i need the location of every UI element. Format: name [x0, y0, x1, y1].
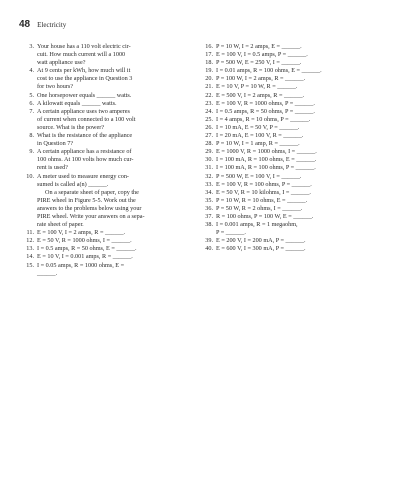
question-text: Your house has a 110 volt electric cir- cuit. How much current will a 1000 watt appliance use? — [37, 43, 131, 67]
problem-number: 23. — [205, 99, 213, 107]
problem-number: 34. — [205, 188, 213, 196]
problem-text: I = 100 mA, R = 100 ohms, P = ______. — [216, 164, 316, 172]
problem-number: 36. — [205, 204, 213, 212]
problem-item — [203, 59, 383, 67]
problem-item — [203, 116, 383, 124]
problem-item — [203, 237, 383, 245]
question-item — [20, 43, 190, 67]
question-text: A meter used to measure energy con- sumed is called a(n) ______. — [37, 172, 129, 188]
problem-item — [20, 245, 190, 253]
problem-number: 28. — [205, 140, 213, 148]
problem-number: 37. — [205, 212, 213, 220]
problem-text: P = 500 W, E = 100 V, I = ______. — [216, 172, 302, 180]
problem-text: P = 10 W, R = 10 ohms, E = ______. — [216, 196, 308, 204]
problem-number: 17. — [205, 51, 213, 59]
problem-text: I = 0.05 amps, R = 1000 ohms, E = ______. — [37, 261, 125, 277]
problem-text: P = 50 W, R = 2 ohms, I = ______. — [216, 204, 303, 212]
question-item — [20, 132, 190, 148]
problem-number: 40. — [205, 245, 213, 253]
problem-number: 26. — [205, 123, 213, 131]
problem-text: E = 10 V, I = 0.001 amps, R = ______. — [37, 253, 133, 261]
problem-text: I = 20 mA, E = 100 V, R = ______. — [216, 132, 304, 140]
problem-number: 31. — [205, 164, 213, 172]
problem-number: 35. — [205, 196, 213, 204]
question-number: 10. — [26, 172, 34, 180]
question-item — [20, 108, 190, 132]
problem-item — [203, 43, 383, 51]
question-number: 6. — [29, 99, 34, 107]
problem-text: R = 100 ohms, P = 100 W, E = ______. — [216, 212, 314, 220]
problem-item — [20, 237, 190, 245]
problem-text: P = 100 W, I = 2 amps, R = ______. — [216, 75, 306, 83]
problem-number: 13. — [26, 245, 34, 253]
problem-number: 14. — [26, 253, 34, 261]
problem-item — [203, 197, 383, 205]
problem-item — [203, 148, 383, 156]
problem-number: 21. — [205, 83, 213, 91]
question-number: 4. — [29, 67, 34, 75]
question-item — [20, 148, 190, 172]
problem-text: I = 100 mA, R = 100 ohms, E = ______. — [216, 156, 317, 164]
problem-item — [20, 262, 190, 278]
problem-item — [203, 92, 383, 100]
question-item — [20, 92, 190, 100]
problem-item — [203, 181, 383, 189]
question-item — [20, 173, 190, 189]
problem-text: P = 500 W, E = 250 V, I = ______. — [216, 59, 302, 67]
problem-item — [203, 173, 383, 181]
problem-item — [20, 229, 190, 237]
page-header — [19, 19, 66, 30]
problem-item — [203, 213, 383, 221]
problem-number: 29. — [205, 148, 213, 156]
problem-item — [203, 124, 383, 132]
page-number: 48 — [19, 19, 31, 30]
problem-item — [203, 75, 383, 83]
problem-item — [203, 156, 383, 164]
problem-text: P = 10 W, I = 2 amps, E = ______. — [216, 43, 302, 50]
problem-item — [203, 140, 383, 148]
problem-item — [203, 83, 383, 91]
problem-text: I = 0.01 amps, R = 100 ohms, E = ______. — [216, 67, 322, 75]
problem-item — [203, 189, 383, 197]
problem-number: 27. — [205, 132, 213, 140]
problem-number: 15. — [26, 261, 34, 269]
question-text: A certain appliance has a resistance of 100 ohms. At 100 volts how much cur- rent is used? — [37, 148, 134, 172]
problem-text: I = 0.5 amps, R = 50 ohms, E = ______. — [37, 245, 137, 253]
problem-number: 16. — [205, 43, 213, 50]
problem-number: 11. — [26, 229, 34, 237]
problem-number: 20. — [205, 75, 213, 83]
problem-text: E = 50 V, R = 1000 ohms, I = ______. — [37, 237, 132, 245]
question-text: At 9 cents per kWh, how much will it cost to use the appliance in Question 3 for two hours? — [37, 67, 133, 91]
problem-text: I = 4 amps, R = 10 ohms, P = ______. — [216, 115, 311, 123]
question-text: A kilowatt equals ______ watts. — [37, 99, 117, 107]
question-number: 7. — [29, 107, 34, 115]
problem-text: E = 100 V, I = 2 amps, R = ______. — [37, 229, 126, 237]
problem-item — [20, 253, 190, 261]
problem-text: E = 1000 V, R = 1000 ohms, I = ______. — [216, 148, 317, 156]
problem-number: 39. — [205, 237, 213, 245]
question-text: A certain appliance uses two amperes of current when connected to a 100 volt source. What is the power? — [37, 107, 136, 131]
problem-text: E = 600 V, I = 300 mA, P = ______. — [216, 245, 306, 253]
right-column — [203, 43, 383, 253]
problem-item — [203, 51, 383, 59]
question-text: What is the resistance of the appliance in Question 7? — [37, 132, 133, 148]
problem-item — [203, 221, 383, 237]
problem-number: 19. — [205, 67, 213, 75]
question-number: 8. — [29, 132, 34, 140]
problem-number: 25. — [205, 115, 213, 123]
problem-number: 30. — [205, 156, 213, 164]
problem-text: E = 50 V, R = 10 kilohms, I = ______. — [216, 188, 311, 196]
question-item — [20, 100, 190, 108]
problem-item — [203, 245, 383, 253]
problem-text: E = 100 V, R = 100 ohms, P = ______. — [216, 180, 312, 188]
left-column — [20, 43, 190, 278]
problem-number: 24. — [205, 107, 213, 115]
chapter-title: Electricity — [37, 21, 67, 29]
problem-text: E = 100 V, R = 1000 ohms, P = ______. — [216, 99, 315, 107]
problem-number: 22. — [205, 91, 213, 99]
problem-item — [203, 164, 383, 172]
problem-item — [203, 100, 383, 108]
problem-item — [203, 108, 383, 116]
problem-text: I = 0.001 amps, R = 1 megaohm, P = ______. — [216, 221, 298, 237]
problem-text: E = 10 V, P = 10 W, R = ______. — [216, 83, 298, 91]
problem-text: P = 10 W, I = 1 amp, R = ______. — [216, 140, 300, 148]
problem-text: I = 0.5 amps, R = 50 ohms, P = ______. — [216, 107, 315, 115]
problem-text: E = 200 V, I = 200 mA, P = ______. — [216, 237, 306, 245]
question-number: 5. — [29, 91, 34, 99]
problem-number: 38. — [205, 221, 213, 229]
problem-number: 33. — [205, 180, 213, 188]
problem-number: 32. — [205, 172, 213, 180]
problem-number: 12. — [26, 237, 34, 245]
problem-item — [203, 205, 383, 213]
question-number: 9. — [29, 148, 34, 156]
problem-text: E = 500 V, I = 2 amps, R = ______. — [216, 91, 305, 99]
problem-number: 18. — [205, 59, 213, 67]
problem-item — [203, 67, 383, 75]
question-item — [20, 67, 190, 91]
question-text: One horsepower equals ______ watts. — [37, 91, 132, 99]
problem-text: I = 10 mA, E = 50 V, P = ______. — [216, 123, 300, 131]
problem-item — [203, 132, 383, 140]
question-number: 3. — [29, 43, 34, 50]
instructions-paragraph: On a separate sheet of paper, copy the PIRE wheel in Figure 5-5. Work out the answers to the problems below using your PIRE wheel. Write your answers on a sepa- rate sheet of paper. — [37, 188, 145, 229]
problem-text: E = 100 V, I = 0.5 amps, P = ______. — [216, 51, 308, 59]
